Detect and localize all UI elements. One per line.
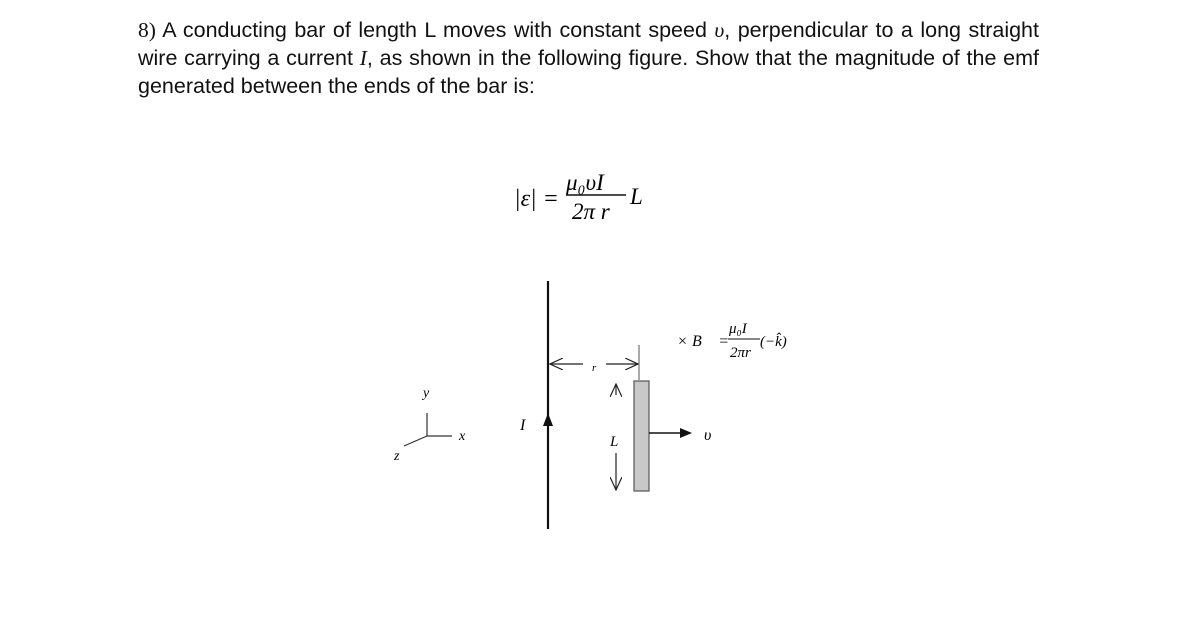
speed-symbol: υ	[714, 18, 725, 42]
z-axis-line	[404, 436, 427, 446]
velocity-arrow-icon	[680, 428, 692, 438]
distance-label: r	[592, 362, 597, 374]
field-denominator: 2πr	[730, 345, 751, 361]
problem-text-2: , perpendicular to a long straight wire carrying a current	[138, 18, 1039, 70]
emf-equation	[514, 170, 643, 224]
coordinate-axes	[393, 386, 466, 464]
emf-numerator: μ₀υI	[566, 170, 604, 195]
field-equation	[678, 321, 787, 361]
conducting-bar	[634, 381, 649, 491]
emf-denominator: 2π r	[572, 199, 610, 224]
emf-lhs: |ε| =	[514, 186, 559, 212]
length-label: L	[610, 434, 619, 450]
field-lhs: B⃗ =	[692, 333, 730, 350]
field-cross-icon: ×	[678, 333, 688, 350]
field-direction: (−k̂)	[760, 334, 787, 350]
y-axis-label: y	[423, 386, 430, 401]
current-label: I	[520, 417, 526, 434]
velocity-label: υ⃗	[704, 427, 724, 444]
problem-text-3: , as shown in the following figure. Show that the magnitude of the emf generated between the ends of the bar is:	[138, 46, 1039, 98]
current-symbol: I	[359, 46, 367, 70]
field-numerator: μ₀I	[729, 321, 747, 337]
problem-text-1: A conducting bar of length L moves with constant speed	[155, 18, 715, 42]
x-axis-label: x	[459, 429, 466, 444]
current-arrow-icon	[543, 413, 553, 426]
emf-length-factor: L	[630, 184, 643, 209]
problem-number: 8)	[138, 18, 156, 42]
z-axis-label: z	[394, 449, 400, 464]
